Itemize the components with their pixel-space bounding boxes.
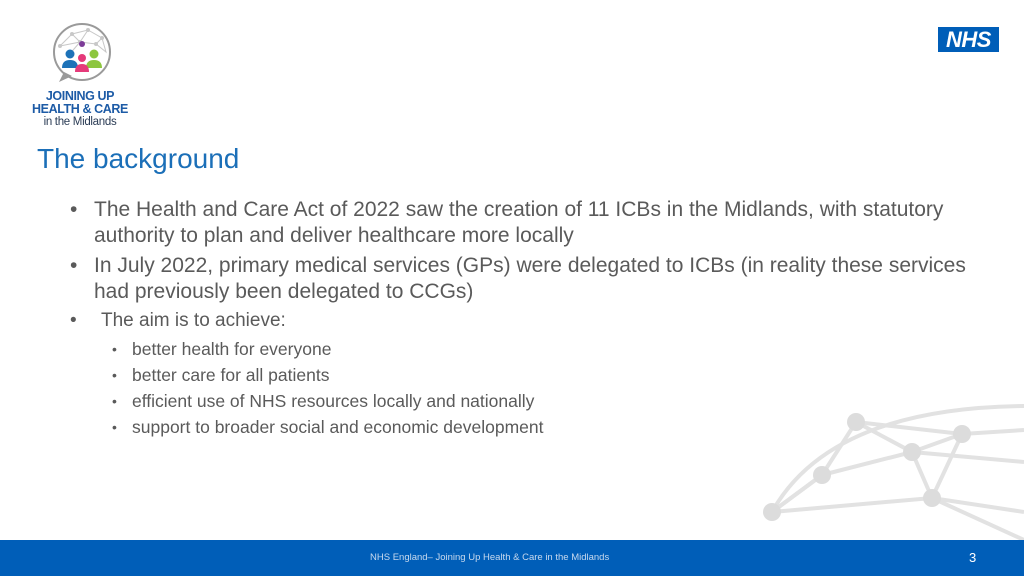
bullet-icon: • xyxy=(112,419,117,435)
bullet-item xyxy=(70,309,990,333)
sub-bullet-item xyxy=(112,362,990,388)
page-number: 3 xyxy=(969,550,977,565)
bullet-icon: • xyxy=(70,254,78,277)
bullet-icon: • xyxy=(112,341,117,357)
sub-bullet-text: better health for everyone xyxy=(132,339,332,359)
logo-line-3: in the Midlands xyxy=(43,116,117,128)
logo-line-2: HEALTH & CARE xyxy=(32,102,128,116)
bullet-icon: • xyxy=(70,198,78,221)
sub-bullet-text: efficient use of NHS resources locally and nationally xyxy=(132,391,535,411)
bullet-item xyxy=(70,253,990,305)
aim-label: The aim is to achieve: xyxy=(101,310,286,331)
bullet-text: The Health and Care Act of 2022 saw the creation of 11 ICBs in the Midlands, with statutory authority to plan and deliver healthcare more locally xyxy=(94,198,944,247)
nhs-logo: NHS xyxy=(938,27,999,52)
sub-bullet-item xyxy=(112,336,990,362)
footer-bar xyxy=(0,540,1024,576)
bullet-text: In July 2022, primary medical services (GPs) were delegated to ICBs (in reality these services had previously been delegated to CCGs) xyxy=(94,254,966,303)
bullet-icon: • xyxy=(70,310,77,331)
footer-text: NHS England– Joining Up Health & Care in the Midlands xyxy=(370,552,610,563)
slide-title: The background xyxy=(37,143,240,174)
network-globe-icon xyxy=(50,22,114,86)
bullet-icon: • xyxy=(112,393,117,409)
network-globe-decoration xyxy=(750,400,1024,540)
logo-line-1: JOINING UP xyxy=(45,89,115,103)
logo-text xyxy=(30,90,130,129)
joining-up-logo xyxy=(30,22,140,134)
bullet-icon: • xyxy=(112,367,117,383)
sub-bullet-text: support to broader social and economic development xyxy=(132,417,544,437)
bullet-item xyxy=(70,197,990,249)
sub-bullet-text: better care for all patients xyxy=(132,365,330,385)
